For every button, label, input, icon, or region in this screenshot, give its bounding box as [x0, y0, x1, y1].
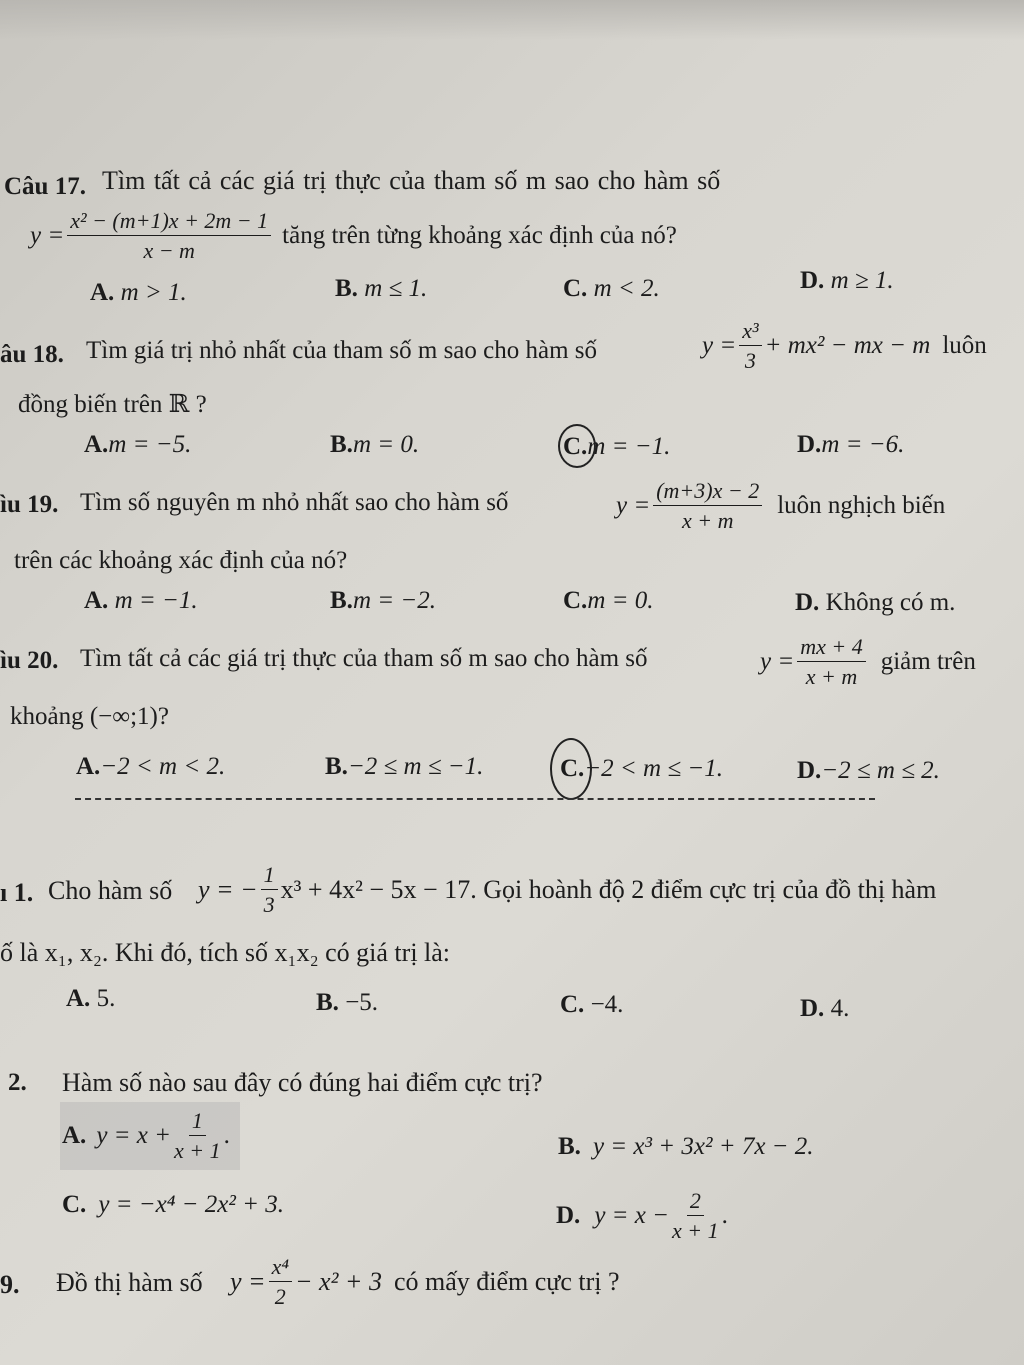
q21-line2: ố là x₁, x₂. Khi đó, tích số x₁x₂ có giá trị là:: [0, 938, 451, 967]
q21-label: ı 1.: [0, 878, 34, 907]
q22-option-d-fraction: [672, 1188, 719, 1244]
q18-function: [702, 318, 987, 374]
q17-option-d[interactable]: [800, 268, 894, 293]
option-key: C.: [560, 991, 585, 1018]
q18-option-d[interactable]: [797, 432, 904, 457]
q17-stem: Tìm tất cả các giá trị thực của tham số m sao cho hàm số: [102, 166, 721, 195]
q17-option-a[interactable]: [90, 280, 187, 305]
q19-fraction: [653, 478, 762, 534]
q18-end: luôn: [942, 332, 987, 360]
q23-stem: Đồ thị hàm số: [56, 1268, 203, 1297]
q22-option-c[interactable]: [62, 1192, 284, 1217]
q19-function: [616, 478, 945, 534]
option-text: m = 0.: [587, 587, 654, 614]
q20-frac-den: x + m: [805, 664, 858, 690]
q19-option-a[interactable]: [84, 588, 198, 613]
q23-end: có mấy điểm cực trị ?: [393, 1266, 620, 1296]
q21-fraction: [261, 862, 278, 918]
q22-option-d-den: x + 1: [672, 1218, 719, 1244]
q23-tail: − x² + 3: [295, 1266, 382, 1296]
option-key: D.: [795, 589, 820, 616]
q19-frac-den: x + m: [681, 508, 734, 534]
option-key: D.: [556, 1202, 581, 1230]
q22-option-a-den: x + 1: [174, 1138, 221, 1164]
option-key: C.: [62, 1191, 87, 1218]
q23-function: [230, 1254, 620, 1310]
q20-line2: khoảng (−∞;1)?: [10, 703, 169, 730]
option-key: D.: [797, 757, 822, 784]
option-key: C.: [563, 275, 588, 302]
option-text: −2 ≤ m ≤ 2.: [821, 757, 940, 784]
q21-frac-num: 1: [261, 862, 278, 890]
q19-option-d[interactable]: [795, 590, 955, 615]
option-text: m = −6.: [821, 431, 905, 458]
q22-option-d-pre: y = x −: [594, 1202, 669, 1230]
option-key: A.: [66, 985, 91, 1012]
section-divider: [75, 798, 875, 800]
option-text: m ≤ 1.: [364, 275, 428, 302]
q19-line2: trên các khoảng xác định của nó?: [14, 547, 348, 574]
option-text: m = −2.: [352, 587, 436, 614]
option-text: −2 < m < 2.: [100, 753, 226, 780]
q18-answer-circle-mark: [558, 424, 596, 468]
option-text: m = −5.: [108, 431, 192, 458]
option-text: m = −1.: [114, 587, 198, 614]
option-text: y = x³ + 3x² + 7x − 2.: [592, 1133, 814, 1160]
q19-option-b[interactable]: [330, 588, 436, 613]
q21-option-d[interactable]: [800, 996, 849, 1021]
q22-label: 2.: [8, 1069, 27, 1096]
q19-option-c[interactable]: [563, 588, 654, 613]
q17-option-c[interactable]: [563, 276, 660, 301]
q17-frac-den: x − m: [143, 238, 195, 264]
page-top-shadow: [0, 0, 1024, 40]
q22-option-d-end: .: [721, 1202, 728, 1230]
q20-frac-num: mx + 4: [797, 634, 866, 662]
option-key: C.: [563, 433, 588, 460]
option-text: m < 2.: [593, 275, 660, 302]
q19-label: ìu 19.: [0, 491, 59, 518]
q18-y-prefix: y =: [702, 332, 737, 360]
option-text: Không có m.: [825, 589, 956, 616]
q21-function: [198, 862, 936, 918]
q18-fraction: [739, 318, 761, 374]
option-key: B.: [335, 275, 358, 302]
q18-frac-num: x³: [739, 318, 761, 346]
q17-stem2: tăng trên từng khoảng xác định của nó?: [282, 222, 677, 250]
q21-tail: x³ + 4x² − 5x − 17. Gọi hoành độ 2 điểm cực trị của đồ thị hàm: [280, 874, 937, 904]
option-key: A.: [90, 279, 115, 306]
q18-option-b[interactable]: [330, 432, 419, 457]
q21-stem-a: Cho hàm số: [48, 876, 173, 905]
q21-y-prefix: y = −: [198, 874, 258, 904]
q21-option-b[interactable]: [316, 990, 378, 1015]
q17-option-b[interactable]: [335, 276, 427, 301]
option-key: D.: [800, 267, 825, 294]
option-key: B.: [330, 431, 353, 458]
q22-option-b[interactable]: [558, 1134, 814, 1159]
q23-fraction: [269, 1254, 292, 1310]
q21-frac-den: 3: [263, 892, 275, 918]
q23-label: 9.: [0, 1270, 20, 1299]
q17-fraction: [67, 208, 271, 264]
q20-option-d[interactable]: [797, 758, 940, 783]
q19-frac-num: (m+3)x − 2: [653, 478, 762, 506]
option-text: m = −1.: [587, 433, 671, 460]
q19-stem: Tìm số nguyên m nhỏ nhất sao cho hàm số: [80, 489, 509, 516]
option-text: 4.: [830, 995, 850, 1022]
q18-frac-den: 3: [744, 348, 756, 374]
option-text: −4.: [590, 991, 624, 1018]
option-key: D.: [800, 995, 825, 1022]
q20-end: giảm trên: [880, 648, 976, 676]
option-key: B.: [330, 587, 353, 614]
q20-y-prefix: y =: [760, 648, 795, 676]
option-text: −2 < m ≤ −1.: [584, 755, 723, 782]
q21-option-c[interactable]: [560, 992, 623, 1017]
option-key: B.: [325, 753, 348, 780]
option-text: −5.: [345, 989, 379, 1016]
option-text: y = −x⁴ − 2x² + 3.: [98, 1191, 285, 1218]
option-key: A.: [84, 587, 109, 614]
q20-label: ìu 20.: [0, 647, 59, 674]
q18-label: âu 18.: [0, 341, 64, 368]
option-text: m ≥ 1.: [830, 267, 894, 294]
q17-function: [30, 208, 677, 264]
q22-option-d-num: 2: [687, 1188, 704, 1216]
q22-option-a-fraction: [174, 1108, 221, 1164]
q23-frac-den: 2: [274, 1284, 286, 1310]
q19-end: luôn nghịch biến: [777, 492, 946, 520]
q23-frac-num: x⁴: [269, 1254, 292, 1282]
option-text: 5.: [96, 985, 116, 1012]
option-key: B.: [558, 1133, 581, 1160]
q18-option-a[interactable]: [84, 432, 191, 457]
q19-y-prefix: y =: [616, 492, 651, 520]
q20-stem: Tìm tất cả các giá trị thực của tham số m sao cho hàm số: [80, 645, 648, 672]
q20-function: [760, 634, 976, 690]
option-key: A.: [84, 431, 109, 458]
option-key: B.: [316, 989, 339, 1016]
option-key: A.: [76, 753, 101, 780]
q22-option-a-end: .: [223, 1122, 230, 1150]
q23-y-prefix: y =: [230, 1266, 266, 1296]
option-key: D.: [797, 431, 822, 458]
q20-fraction: [797, 634, 866, 690]
option-key: C.: [563, 587, 588, 614]
q20-answer-circle-mark: [550, 738, 592, 800]
q20-option-b[interactable]: [325, 754, 483, 779]
q17-frac-num: x² − (m+1)x + 2m − 1: [67, 208, 271, 236]
option-key: A.: [62, 1122, 87, 1150]
q22-option-a[interactable]: [62, 1108, 230, 1164]
q21-option-a[interactable]: [66, 986, 115, 1011]
q22-option-a-pre: y = x +: [96, 1122, 171, 1150]
q18-line2: đồng biến trên ℝ ?: [18, 391, 207, 418]
option-text: m > 1.: [120, 279, 187, 306]
q17-label: Câu 17.: [4, 173, 86, 200]
q18-stem: Tìm giá trị nhỏ nhất của tham số m sao cho hàm số: [86, 337, 598, 364]
q22-option-d[interactable]: [556, 1188, 728, 1244]
option-text: −2 ≤ m ≤ −1.: [347, 753, 484, 780]
q22-stem: Hàm số nào sau đây có đúng hai điểm cực trị?: [62, 1068, 543, 1097]
q17-y-prefix: y =: [30, 222, 65, 250]
q22-option-a-num: 1: [189, 1108, 206, 1136]
option-key: C.: [560, 755, 585, 782]
option-text: m = 0.: [352, 431, 420, 458]
q20-option-a[interactable]: [76, 754, 225, 779]
q18-tail: + mx² − mx − m: [764, 332, 931, 360]
